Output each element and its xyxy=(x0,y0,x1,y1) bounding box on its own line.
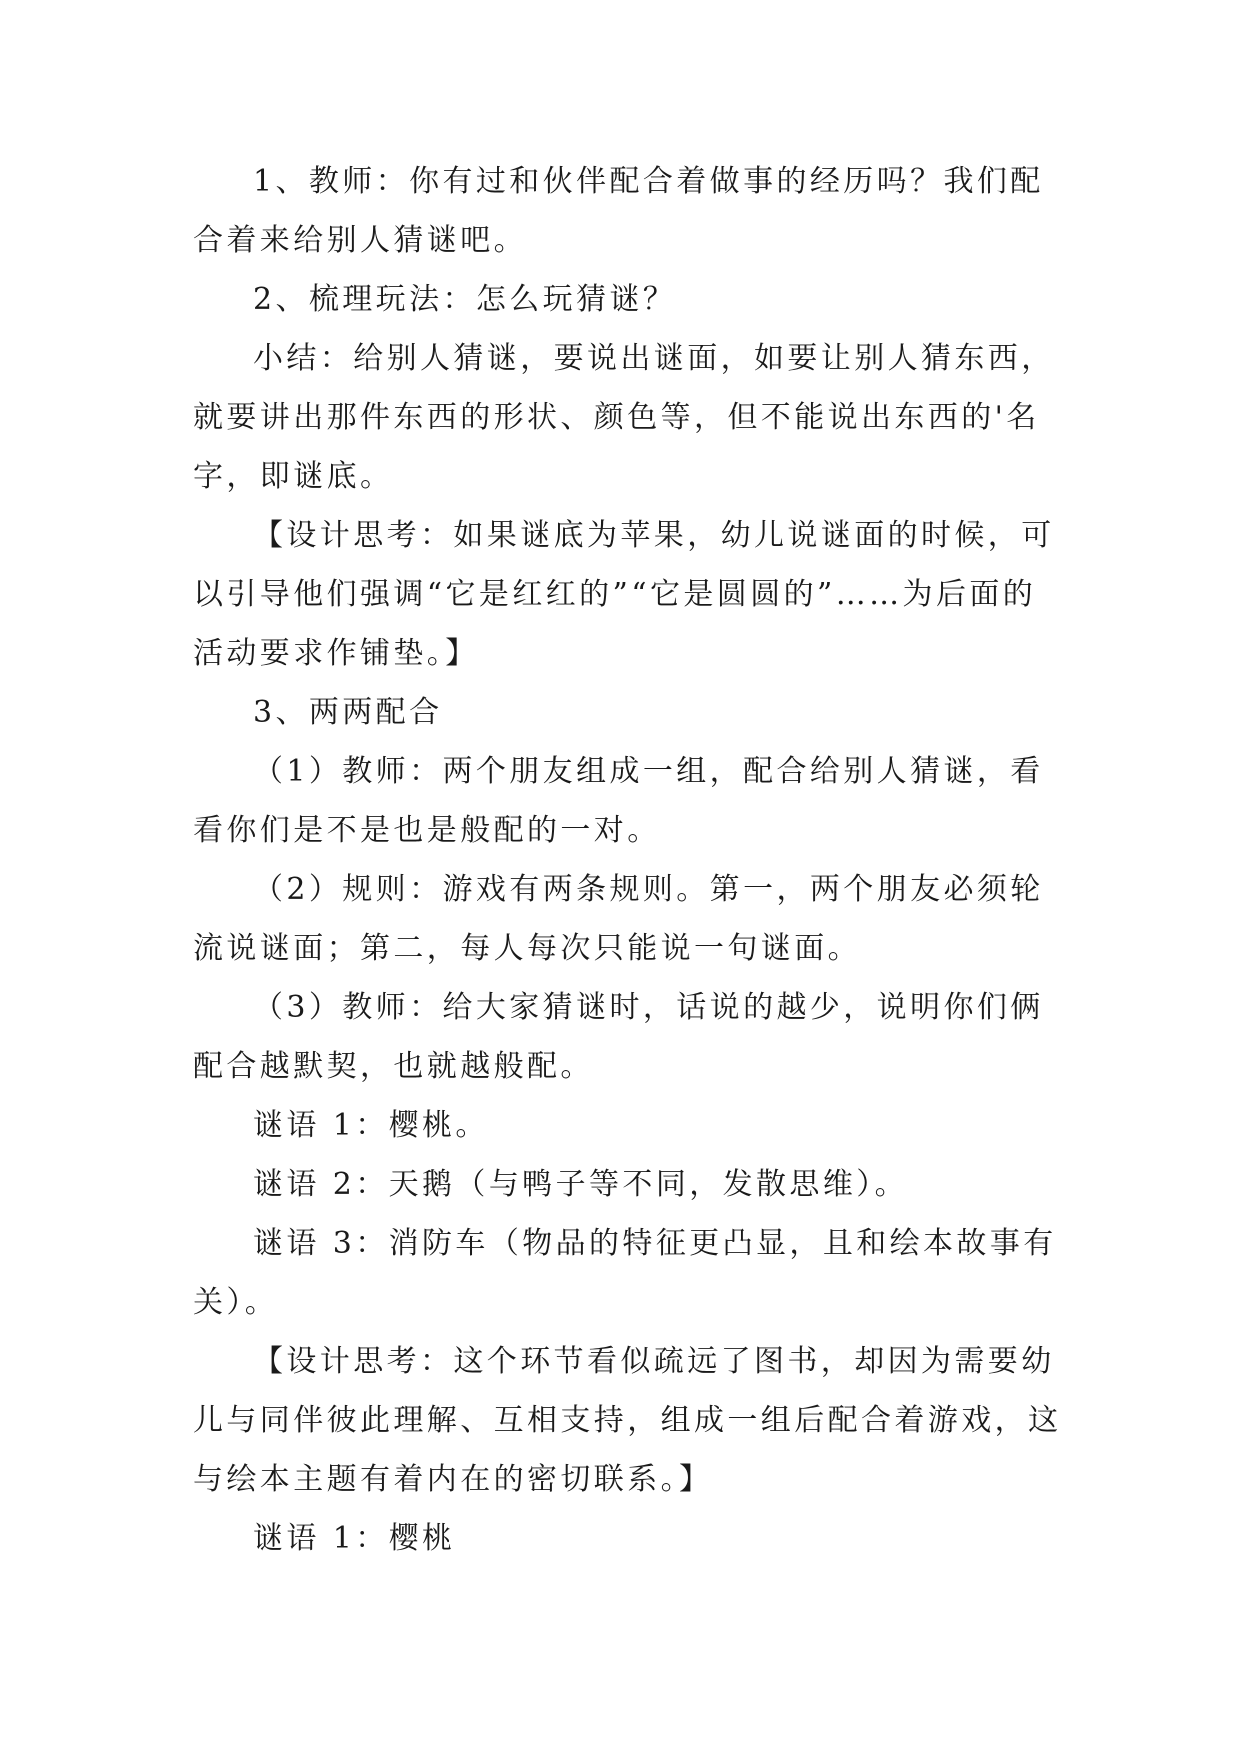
paragraph-step-1: （1）教师：两个朋友组成一组，配合给别人猜谜，看看你们是不是也是般配的一对。 xyxy=(193,754,1044,848)
paragraph-summary: 小结：给别人猜谜，要说出谜面，如要让别人猜东西，就要讲出那件东西的形状、颜色等，但不能说出东西的'名字，即谜底。 xyxy=(193,341,1055,494)
paragraph-step-3: （3）教师：给大家猜谜时，话说的越少，说明你们俩配合越默契，也就越般配。 xyxy=(193,990,1044,1084)
paragraph-rules-overview: 2、梳理玩法：怎么玩猜谜？ xyxy=(253,282,677,317)
paragraph-riddle-2: 谜语 2：天鹅（与鸭子等不同，发散思维）。 xyxy=(253,1167,909,1202)
paragraph-pair-heading: 3、两两配合 xyxy=(253,695,443,730)
paragraph-step-2: （2）规则：游戏有两条规则。第一，两个朋友必须轮流说谜面；第二，每人每次只能说一句谜面。 xyxy=(193,872,1044,966)
paragraph-teacher-intro: 1、教师：你有过和伙伴配合着做事的经历吗？我们配合着来给别人猜谜吧。 xyxy=(193,164,1044,258)
paragraph-design-thought-2: 【设计思考：这个环节看似疏远了图书，却因为需要幼儿与同伴彼此理解、互相支持，组成一组后配合着游戏，这与绘本主题有着内在的密切联系。】 xyxy=(193,1344,1062,1497)
paragraph-design-thought-1: 【设计思考：如果谜底为苹果，幼儿说谜面的时候，可以引导他们强调“它是红红的”“它是圆圆的”……为后面的活动要求作铺垫。】 xyxy=(193,518,1055,671)
document-body xyxy=(193,152,1063,1568)
paragraph-riddle-1: 谜语 1：樱桃。 xyxy=(253,1108,489,1143)
paragraph-riddle-1-repeat: 谜语 1：樱桃 xyxy=(253,1521,456,1556)
paragraph-riddle-3: 谜语 3：消防车（物品的特征更凸显，且和绘本故事有关）。 xyxy=(193,1226,1057,1320)
